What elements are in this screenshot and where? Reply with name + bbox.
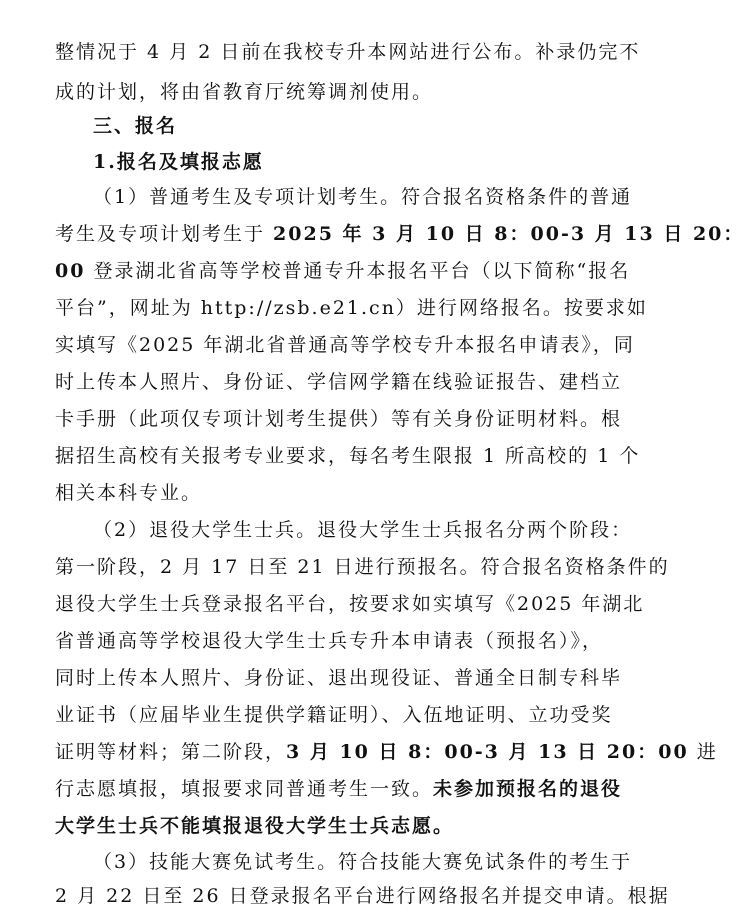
text-line: 时上传本人照片、身份证、学信网学籍在线验证报告、建档立 [55,371,623,393]
text-line [55,769,622,809]
bold-date-span: 3 月 10 日 8：00-3 月 13 日 20：00 [286,741,689,763]
text-line: 相关本科专业。 [55,482,203,504]
text-line [55,214,744,254]
text-line: 卡手册（此项仅专项计划考生提供）等有关身份证明材料。根 [55,408,623,430]
bold-date-span: 00 [55,260,86,282]
text-line: 成的计划，将由省教育厅统筹调剂使用。 [55,81,434,103]
text-line: （3）技能大赛免试考生。符合技能大赛免试条件的考生于 [93,851,633,873]
text-line: （1）普通考生及专项计划考生。符合报名资格条件的普通 [93,186,633,208]
text-line: 据招生高校有关报考专业要求，每名考生限报 1 所高校的 1 个 [55,445,641,467]
text-line: （2）退役大学生士兵。退役大学生士兵报名分两个阶段： [93,519,633,541]
bold-note-line: 大学生士兵不能填报退役大学生士兵志愿。 [55,815,455,837]
text-line: 2 月 22 日至 26 日登录报名平台进行网络报名并提交申请。根据 [55,885,670,907]
text-span: 考生及专项计划考生于 [55,223,274,245]
text-span: 进 [688,741,718,763]
text-line [55,732,718,772]
text-line: 第一阶段，2 月 17 日至 21 日进行预报名。符合报名资格条件的 [55,556,670,578]
subsection-title: 1.报名及填报志愿 [93,151,264,173]
text-line: 退役大学生士兵登录报名平台，按要求如实填写《2025 年湖北 [55,593,645,615]
text-line: 实填写《2025 年湖北省普通高等学校专升本报名申请表》，同 [55,334,635,356]
section-title: 三、报名 [93,115,178,137]
bold-note-span: 未参加预报名的退役 [433,778,623,800]
text-span: 证明等材料；第二阶段， [55,741,287,763]
bold-date-span: 2025 年 3 月 10 日 8：00-3 月 13 日 20： [273,223,744,245]
text-line: 省普通高等学校退役大学生士兵专升本申请表（预报名）》， [55,630,604,652]
text-line: 同时上传本人照片、身份证、退出现役证、普通全日制专科毕 [55,667,623,689]
text-line: 平台”，网址为 http://zsb.e21.cn）进行网络报名。按要求如 [55,297,648,319]
text-line [55,251,630,291]
text-line: 整情况于 4 月 2 日前在我校专升本网站进行公布。补录仍完不 [55,41,641,63]
text-span: 登录湖北省高等学校普通专升本报名平台（以下简称“报名 [85,260,631,282]
text-span: 行志愿填报，填报要求同普通考生一致。 [55,778,434,800]
text-line: 业证书（应届毕业生提供学籍证明）、入伍地证明、立功受奖 [55,704,613,726]
